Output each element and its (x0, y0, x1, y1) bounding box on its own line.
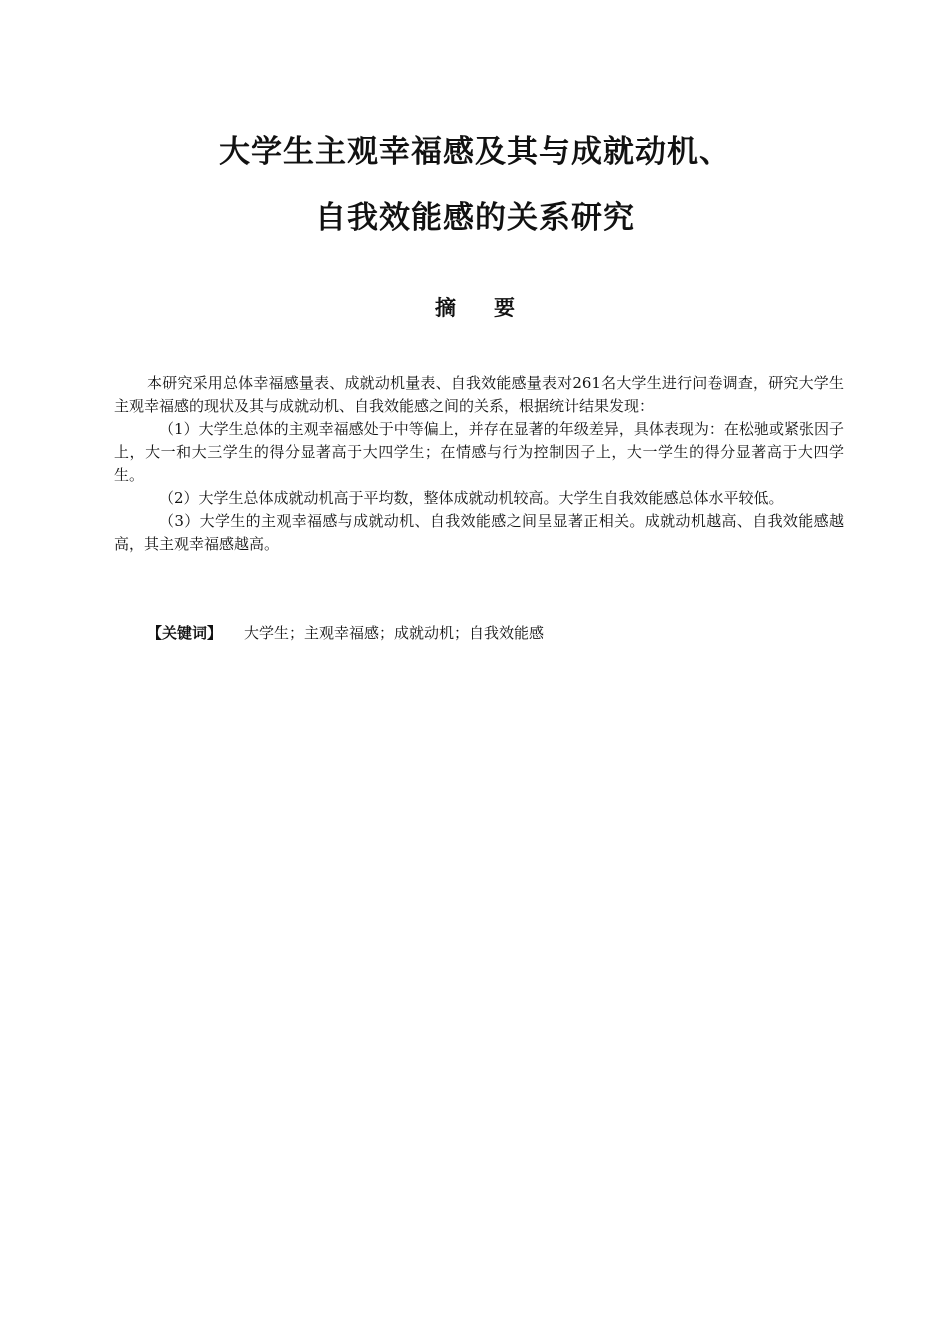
abstract-paragraph-finding-3: （3）大学生的主观幸福感与成就动机、自我效能感之间呈显著正相关。成就动机越高、自我效能感越高，其主观幸福感越高。 (114, 512, 844, 553)
document-title-line-1: 大学生主观幸福感及其与成就动机、 (219, 134, 731, 170)
keywords-label: 【关键词】 (147, 624, 223, 642)
document-title-line-2: 自我效能感的关系研究 (315, 200, 635, 236)
abstract-paragraph-intro: 本研究采用总体幸福感量表、成就动机量表、自我效能感量表对261名大学生进行问卷调查，研究大学生主观幸福感的现状及其与成就动机、自我效能感之间的关系，根据统计结果发现： (114, 374, 844, 415)
abstract-body (114, 372, 844, 556)
abstract-paragraph-finding-2: （2）大学生总体成就动机高于平均数，整体成就动机较高。大学生自我效能感总体水平较低。 (159, 489, 784, 507)
abstract-heading: 摘要 (435, 296, 553, 320)
keywords-text: 大学生；主观幸福感；成就动机；自我效能感 (244, 624, 545, 642)
abstract-paragraph-finding-1: （1）大学生总体的主观幸福感处于中等偏上，并存在显著的年级差异，具体表现为：在松驰或紧张因子上，大一和大三学生的得分显著高于大四学生；在情感与行为控制因子上，大一学生的得分显著高于大四学生。 (114, 420, 844, 484)
keywords-line (147, 622, 847, 645)
